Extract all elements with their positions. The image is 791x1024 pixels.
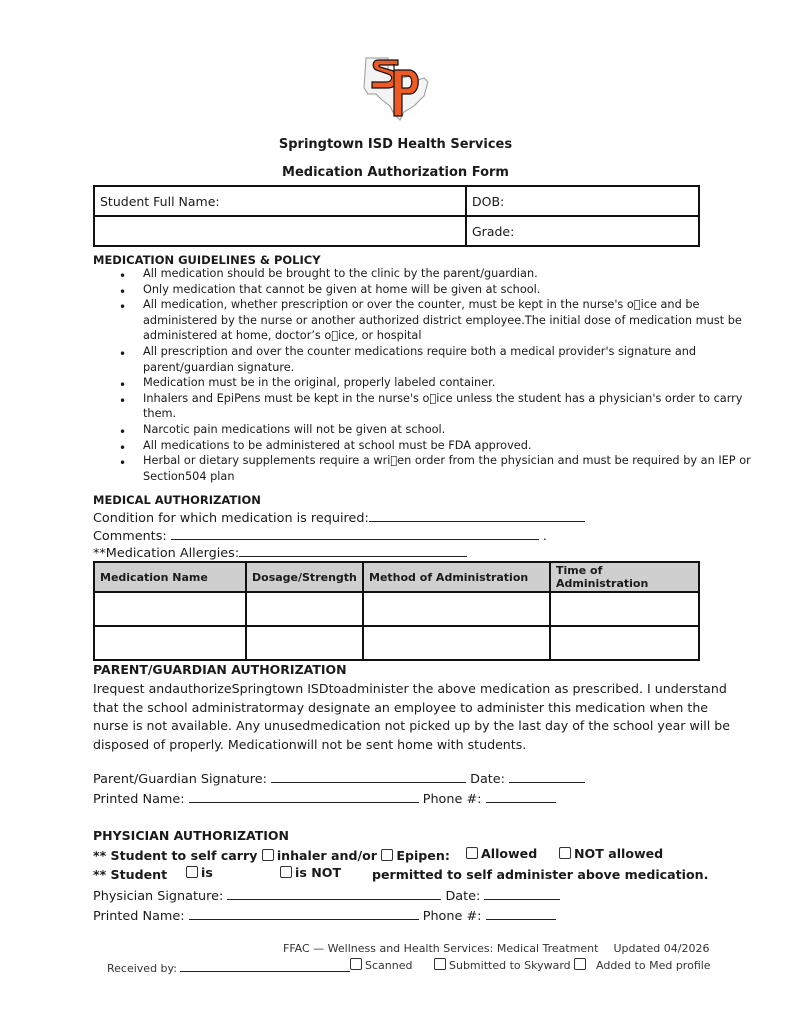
submitted-option — [434, 958, 589, 972]
parent-signature-input[interactable] — [271, 770, 466, 783]
comments-end: . — [542, 529, 547, 544]
received-line — [107, 959, 350, 975]
medication-table — [93, 561, 700, 661]
added-label: Added to Med profile — [596, 959, 711, 972]
header-medication-name: Medication Name — [94, 562, 246, 592]
parent-date-input[interactable] — [509, 770, 585, 783]
is-not-option — [280, 865, 341, 880]
allowed-checkbox[interactable] — [466, 847, 478, 859]
guideline-item: • Herbal or dietary supplements require a wri en order from the physician and must be required by an IEP or Section504 plan — [93, 453, 753, 484]
allergies-label: **Medication Allergies: — [93, 546, 240, 561]
physician-signature-input[interactable] — [227, 887, 441, 900]
policy-code — [283, 942, 709, 955]
table-cell[interactable] — [550, 626, 699, 660]
not-allowed-option — [559, 846, 663, 861]
parent-statement: Irequest andauthorizeSpringtown ISDtoadminister the above medication as prescribed. I understand that the school administratormay designate an employee to administer this medication when the nurse is not available. Any unusedmedication not picked up by the last day of the school year will be disposed of properly. Medicationwill not be sent home with students. — [93, 681, 731, 752]
guideline-item: • All medications to be administered at school must be FDA approved. — [93, 438, 753, 454]
self-carry-line — [93, 848, 450, 863]
self-administer-suffix: permitted to self administer above medication. — [372, 867, 709, 882]
is-label: is — [201, 865, 213, 880]
parent-heading: PARENT/GUARDIAN AUTHORIZATION — [93, 662, 347, 677]
inhaler-checkbox[interactable] — [262, 849, 274, 861]
physician-phone-label: Phone #: — [422, 909, 482, 924]
submitted-label: Submitted to Skyward — [449, 959, 571, 972]
table-header-row — [94, 562, 699, 592]
guideline-item: • All medication should be brought to the clinic by the parent/guardian. — [93, 266, 753, 282]
parent-phone-label: Phone #: — [422, 792, 482, 807]
comments-label: Comments: — [93, 529, 167, 544]
scanned-checkbox[interactable] — [350, 958, 362, 970]
parent-printed-label: Printed Name: — [93, 792, 185, 807]
physician-signature-line — [93, 887, 560, 904]
table-cell[interactable] — [94, 626, 246, 660]
not-allowed-checkbox[interactable] — [559, 847, 571, 859]
self-carry-prefix: ** Student to self carry — [93, 848, 258, 863]
table-cell[interactable] — [550, 592, 699, 626]
parent-printed-input[interactable] — [189, 790, 419, 803]
inhaler-label: inhaler and/or — [276, 848, 377, 863]
physician-date-input[interactable] — [484, 887, 560, 900]
epipen-checkbox[interactable] — [381, 849, 393, 861]
physician-signature-label: Physician Signature: — [93, 889, 224, 904]
added-checkbox[interactable] — [574, 958, 586, 970]
allowed-label: Allowed — [481, 846, 538, 861]
comments-input[interactable] — [171, 527, 539, 540]
table-cell[interactable] — [363, 592, 550, 626]
grade-field[interactable] — [466, 216, 699, 246]
received-label: Received by: — [107, 962, 177, 975]
not-allowed-label: NOT allowed — [574, 846, 664, 861]
condition-input[interactable] — [369, 509, 585, 522]
guideline-item: • Narcotic pain medications will not be given at school. — [93, 422, 753, 438]
condition-line — [93, 509, 585, 526]
parent-signature-line — [93, 770, 585, 787]
guidelines-list — [93, 266, 753, 484]
dob-label: DOB: — [472, 193, 505, 209]
parent-printed-line — [93, 790, 556, 807]
condition-label: Condition for which medication is required: — [93, 511, 369, 526]
scanned-option — [350, 958, 412, 972]
scanned-label: Scanned — [365, 959, 413, 972]
physician-printed-input[interactable] — [189, 907, 419, 920]
guideline-item: • All medication, whether prescription or over the counter, must be kept in the nurse's o ice and be administered by the nurse or another authorized district employee.The initial dose of medication must be administered at home, doctor’s o ice, or hospital — [93, 297, 753, 344]
blank-field[interactable] — [94, 216, 466, 246]
table-cell[interactable] — [246, 626, 363, 660]
student-info-box — [93, 185, 700, 247]
guideline-item: • Medication must be in the original, properly labeled container. — [93, 375, 753, 391]
table-row — [94, 592, 699, 626]
is-not-checkbox[interactable] — [280, 866, 292, 878]
physician-date-label: Date: — [445, 889, 481, 904]
guidelines-heading: MEDICATION GUIDELINES & POLICY — [93, 253, 321, 267]
updated-date: Updated 04/2026 — [613, 942, 710, 955]
allergies-line — [93, 544, 467, 561]
grade-label: Grade: — [472, 223, 515, 239]
comments-line — [93, 527, 547, 544]
table-cell[interactable] — [94, 592, 246, 626]
medical-heading: MEDICAL AUTHORIZATION — [93, 493, 261, 507]
form-title: Medication Authorization Form — [282, 165, 509, 180]
received-input[interactable] — [180, 959, 350, 972]
student-name-label: Student Full Name: — [100, 193, 220, 209]
guideline-item: • Only medication that cannot be given at home will be given at school. — [93, 282, 753, 298]
header-time: Time of Administration — [550, 562, 699, 592]
guideline-item: • Inhalers and EpiPens must be kept in the nurse's o ice unless the student has a physician's order to carry them. — [93, 391, 753, 422]
is-not-label: is NOT — [295, 865, 342, 880]
table-cell[interactable] — [246, 592, 363, 626]
header-method: Method of Administration — [363, 562, 550, 592]
policy-code-text: FFAC — Wellness and Health Services: Medical Treatment — [283, 942, 599, 955]
is-checkbox[interactable] — [186, 866, 198, 878]
dob-field[interactable] — [466, 186, 699, 216]
allowed-option — [466, 846, 537, 861]
guideline-item: • All prescription and over the counter medications require both a medical provider's signature and parent/guardian signature. — [93, 344, 753, 375]
physician-printed-line — [93, 907, 556, 924]
physician-printed-label: Printed Name: — [93, 909, 185, 924]
self-administer-prefix: ** Student — [93, 867, 168, 882]
student-name-field[interactable] — [94, 186, 466, 216]
submitted-checkbox[interactable] — [434, 958, 446, 970]
physician-heading: PHYSICIAN AUTHORIZATION — [93, 828, 290, 843]
header-dosage: Dosage/Strength — [246, 562, 363, 592]
epipen-label: Epipen: — [396, 848, 450, 863]
parent-signature-label: Parent/Guardian Signature: — [93, 772, 267, 787]
springtown-sp-logo-icon — [358, 50, 434, 122]
table-row — [94, 626, 699, 660]
org-title: Springtown ISD Health Services — [278, 137, 513, 152]
is-option — [186, 865, 213, 880]
physician-phone-input[interactable] — [486, 907, 556, 920]
table-cell[interactable] — [363, 626, 550, 660]
allergies-input[interactable] — [239, 544, 467, 557]
parent-phone-input[interactable] — [486, 790, 556, 803]
parent-date-label: Date: — [470, 772, 505, 787]
